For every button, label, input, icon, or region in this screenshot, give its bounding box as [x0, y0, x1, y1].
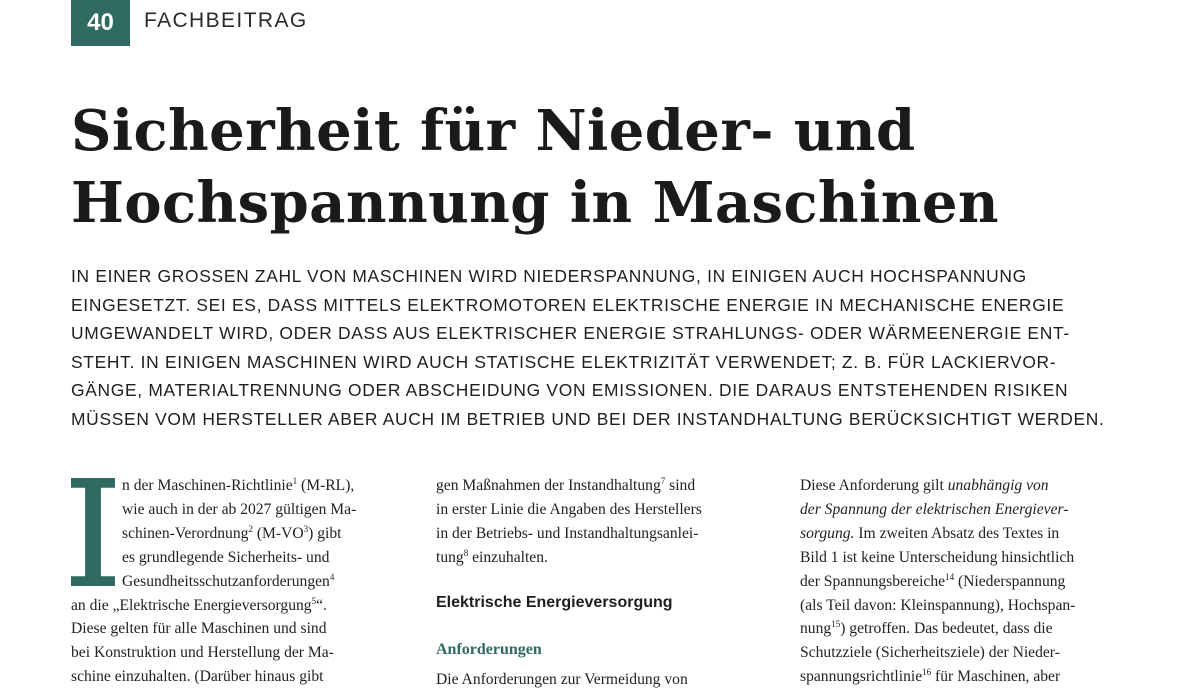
- title-line-2: Hochspannung in Maschinen: [71, 170, 999, 236]
- text-line: [800, 570, 1135, 594]
- lead-line: GÄNGE, MATERIALTRENNUNG ODER ABSCHEIDUNG VON EMISSIONEN. DIE DARAUS ENTSTEHENDEN RISIKEN: [71, 380, 1069, 400]
- text-line: [800, 617, 1135, 641]
- text-line: bei Konstruktion und Herstellung der Ma-: [71, 644, 334, 662]
- text-line: [71, 594, 406, 618]
- text-line: in erster Linie die Angaben des Herstellers: [436, 500, 702, 518]
- text-fragment: Gesundheitsschutzanforderungen: [122, 572, 330, 590]
- text-line: es grundlegende Sicherheits- und: [122, 548, 330, 566]
- text-fragment: einzuhalten.: [468, 548, 548, 566]
- text-fragment: (M-VO: [252, 524, 304, 542]
- title-line-1: Sicherheit für Nieder- und: [71, 98, 916, 164]
- sub-heading: Anforderungen: [436, 641, 542, 658]
- emphasis: der Spannung der elektrischen Energiever-: [800, 500, 1069, 518]
- text-line: Schutzziele (Sicherheitsziele) der Nieder-: [800, 644, 1060, 662]
- text-line: (als Teil davon: Kleinspannung), Hochspan-: [800, 596, 1076, 614]
- body-column-3: [800, 474, 1135, 689]
- lead-line: STEHT. IN EINIGEN MASCHINEN WIRD AUCH STATISCHE ELEKTRIZITÄT VERWENDET; Z. B. FÜR LACKIERVOR-: [71, 351, 1057, 372]
- emphasis: unabhängig von: [947, 477, 1049, 494]
- text-line: [71, 522, 406, 546]
- footnote-ref: 5: [311, 595, 317, 606]
- text-fragment: Diese Anforderung gilt: [800, 477, 948, 494]
- text-line: [800, 498, 1135, 522]
- text-line: wie auch in der ab 2027 gültigen Ma-: [122, 500, 357, 518]
- text-fragment: ) gibt: [308, 524, 342, 542]
- lead-line: UMGEWANDELT WIRD, ODER DASS AUS ELEKTRISCHER ENERGIE STRAHLUNGS- ODER WÄRMEENERGIE ENT-: [71, 323, 1070, 343]
- footnote-ref: 3: [303, 523, 309, 534]
- text-line: Die Anforderungen zur Vermeidung von: [436, 671, 688, 688]
- text-line: [800, 474, 1135, 498]
- text-line: [71, 570, 406, 594]
- footnote-ref: 8: [463, 547, 469, 558]
- text-fragment: nung: [800, 620, 832, 638]
- text-line: schine einzuhalten. (Darüber hinaus gibt: [71, 668, 324, 686]
- lead-line: EINGESETZT. SEI ES, DASS MITTELS ELEKTROMOTOREN ELEKTRISCHE ENERGIE IN MECHANISCHE ENERGIE: [71, 294, 1065, 315]
- text-line: [800, 665, 1135, 689]
- text-fragment: schinen-Verordnung: [122, 524, 249, 542]
- emphasis: sorgung.: [800, 524, 855, 542]
- footnote-ref: 16: [922, 667, 932, 678]
- text-line: [436, 474, 771, 498]
- text-fragment: spannungsrichtlinie: [800, 668, 923, 686]
- text-fragment: n der Maschinen-Richtlinie: [122, 477, 293, 494]
- footnote-ref: 2: [248, 523, 253, 534]
- lead-paragraph: [71, 262, 1141, 433]
- text-line: Diese gelten für alle Maschinen und sind: [71, 620, 327, 638]
- lead-line: MÜSSEN VOM HERSTELLER ABER AUCH IM BETRIEB UND BEI DER INSTANDHALTUNG BERÜCKSICHTIGT WERDEN.: [71, 408, 1105, 429]
- text-line: [800, 522, 1135, 546]
- text-fragment: Im zweiten Absatz des Textes in: [854, 524, 1060, 542]
- text-line: [71, 474, 406, 498]
- text-line: Bild 1 ist keine Unterscheidung hinsichtlich: [800, 548, 1075, 566]
- text-fragment: der Spannungsbereiche: [800, 572, 946, 590]
- text-fragment: (Niederspannung: [954, 572, 1066, 590]
- body-column-2: [436, 474, 771, 570]
- footnote-ref: 7: [660, 475, 666, 486]
- lead-line: IN EINER GROSSEN ZAHL VON MASCHINEN WIRD NIEDERSPANNUNG, IN EINIGEN AUCH HOCHSPANNUNG: [71, 266, 1027, 286]
- footnote-ref: 15: [831, 619, 841, 630]
- footnote-ref: 1: [292, 475, 298, 486]
- body-column-1: [71, 474, 406, 689]
- text-line: in der Betriebs- und Instandhaltungsanlei-: [436, 524, 699, 542]
- footnote-ref: 4: [329, 571, 335, 582]
- text-fragment: gen Maßnahmen der Instandhaltung: [436, 477, 661, 494]
- footnote-ref: 14: [945, 571, 955, 582]
- page-number-badge: 40: [71, 0, 130, 46]
- text-fragment: (M-RL),: [297, 477, 355, 494]
- text-line: [436, 546, 771, 570]
- text-fragment: sind: [665, 477, 696, 494]
- article-title: [71, 95, 1171, 239]
- text-fragment: an die „Elektrische Energieversorgung: [71, 596, 312, 614]
- section-heading: Elektrische Energieversorgung: [436, 594, 673, 611]
- text-fragment: “.: [316, 596, 327, 614]
- text-fragment: für Maschinen, aber: [931, 668, 1061, 686]
- text-fragment: ) getroffen. Das bedeutet, dass die: [840, 620, 1053, 638]
- section-label: FACHBEITRAG: [144, 9, 308, 32]
- text-fragment: tung: [436, 548, 464, 566]
